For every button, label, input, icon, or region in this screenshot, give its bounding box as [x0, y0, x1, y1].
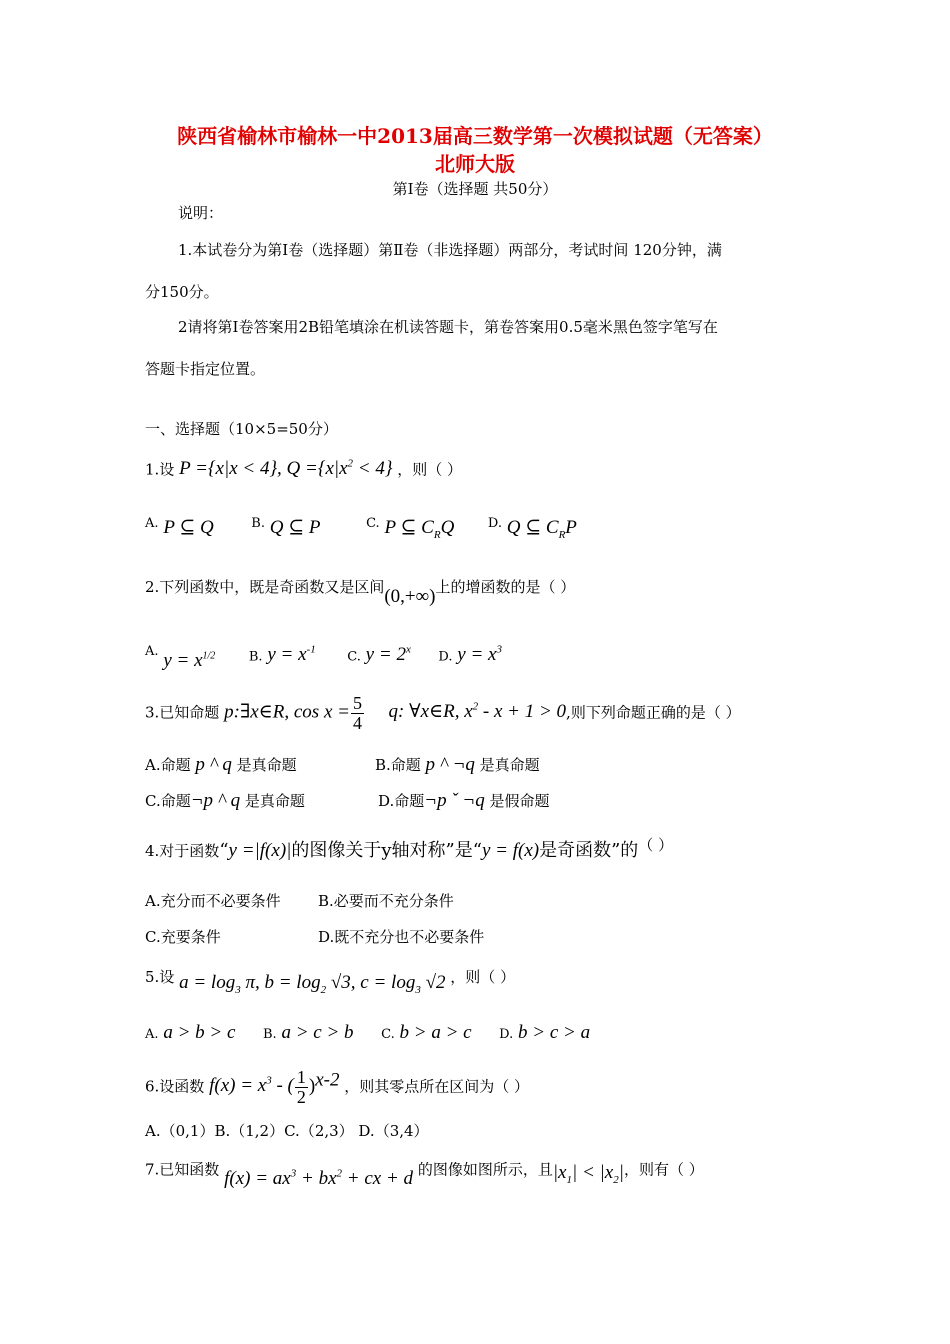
- option-d-label: D.: [438, 649, 453, 665]
- question-6-prefix: 6.设函数: [145, 1077, 205, 1096]
- question-7-prefix: 7.已知函数: [145, 1160, 220, 1179]
- option-c-label: C.命题: [145, 792, 191, 810]
- question-3-option-d: [378, 790, 550, 812]
- option-b-formula: Q ⊆ P: [269, 517, 321, 538]
- question-3-prefix: 3.已知命题: [145, 703, 220, 722]
- note-1-line-2: 分150分。: [145, 283, 219, 301]
- question-3-option-a: [145, 754, 297, 776]
- question-4-statement: “y =|f(x)|的图像关于y轴对称”是“y = f(x)是奇函数”的: [219, 840, 639, 861]
- option-a-formula: p ^ q: [190, 754, 237, 775]
- question-7-function: $f(x) = ax^3 + bx^2$ + cx + d: [224, 1168, 414, 1190]
- option-a-label: A.命题: [145, 756, 191, 774]
- question-3-suffix: ,则下列命题正确的是（ ）: [566, 703, 741, 722]
- question-4-blank: （ ）: [638, 836, 674, 854]
- option-b-label: B.: [251, 516, 265, 531]
- option-c-formula: $y = 2^x$: [365, 644, 411, 666]
- question-6-formula: $f(x) = x^3$ - (: [209, 1075, 294, 1097]
- option-a-tail: 是真命题: [236, 756, 297, 774]
- question-7-condition: $|x_1| < |x_2|$: [552, 1162, 624, 1187]
- question-2-suffix: 上的增函数的是（ ）: [435, 578, 576, 596]
- option-b-label: B.命题: [375, 756, 421, 774]
- option-b-label: B.: [248, 649, 263, 665]
- option-d-formula: ¬p ˇ ¬q: [424, 790, 490, 811]
- option-d-formula: $y = x^3$: [457, 644, 502, 666]
- option-b-label: B.: [262, 1027, 277, 1042]
- notes-heading: 说明：: [178, 204, 224, 222]
- question-4-option-a: A.充分而不必要条件: [145, 892, 281, 910]
- note-1-line-1: 1.本试卷分为第Ⅰ卷（选择题）第Ⅱ卷（非选择题）两部分，考试时间 120分钟，满: [178, 241, 722, 259]
- option-c-formula: ¬p ^ q: [190, 790, 245, 811]
- note-2-line-2: 答题卡指定位置。: [145, 360, 266, 378]
- option-a-label: A.: [145, 1027, 159, 1042]
- question-6-suffix: ，则其零点所在区间为（ ）: [344, 1077, 530, 1096]
- question-6-options: A.（0,1）B.（1,2）C.（2,3） D.（3,4）: [145, 1122, 429, 1140]
- option-c-formula: P ⊆ $C_RQ$: [384, 517, 455, 541]
- option-a-formula: P ⊆ Q: [163, 517, 214, 538]
- question-4-option-b: B.必要而不充分条件: [318, 892, 454, 910]
- option-b-tail: 是真命题: [479, 756, 540, 774]
- document-title-publisher: 北师大版: [435, 152, 515, 176]
- section-heading: 一、选择题（10×5=50分）: [145, 420, 338, 438]
- question-2-options: [145, 644, 502, 672]
- question-7: [145, 1158, 704, 1190]
- option-a-label: A.: [145, 644, 159, 659]
- option-c-label: C.: [381, 1027, 395, 1042]
- question-6: 6.设函数 $f(x) = x^3$ - ( $\frac{1}{2}$ )$^{x-2}$ ，则其零点所在区间为（ ）: [145, 1067, 530, 1107]
- question-1-prefix: 1.设: [145, 460, 175, 479]
- question-7-middle: 的图像如图所示，且: [417, 1160, 553, 1179]
- question-2: [145, 576, 576, 607]
- option-b-formula: $y = x^{-1}$: [267, 644, 316, 666]
- option-a-formula: a > b > c: [163, 1022, 236, 1043]
- option-c-label: C.: [347, 649, 361, 665]
- question-1-suffix: ，则（ ）: [397, 460, 463, 479]
- fraction-1-2: $\frac{1}{2}$: [296, 1067, 306, 1107]
- question-2-interval: (0,+∞): [384, 586, 436, 607]
- option-d-formula: Q ⊆ $C_RP$: [506, 517, 577, 541]
- section-subtitle: 第Ⅰ卷（选择题 共50分）: [392, 180, 558, 198]
- question-5-suffix: ，则（ ）: [450, 968, 516, 986]
- option-a-label: A.: [145, 516, 159, 531]
- question-5: [145, 966, 516, 996]
- document-title: 陕西省榆林市榆林一中2013届高三数学第一次模拟试题（无答案）: [177, 124, 773, 148]
- question-7-suffix: ，则有（ ）: [623, 1160, 704, 1179]
- option-d-label: D.命题: [378, 792, 425, 810]
- question-4-quote2-tail: 是奇函数”的: [539, 840, 639, 861]
- question-1: [145, 458, 462, 480]
- option-d-tail: 是假命题: [489, 792, 550, 810]
- proposition-p: p:∃x∈R, cos x =: [224, 701, 350, 723]
- question-1-options: [145, 516, 577, 541]
- option-d-formula: b > c > a: [518, 1022, 591, 1043]
- question-3: [145, 694, 741, 733]
- option-c-formula: b > a > c: [399, 1022, 472, 1043]
- question-3-option-c: [145, 790, 305, 812]
- question-5-formula: $a = \log_3 \pi$, $b = \log_2 √3$, $c = \log_3 √2$: [179, 972, 446, 996]
- question-4: [145, 836, 673, 862]
- question-5-prefix: 5.设: [145, 968, 175, 986]
- question-4-prefix: 4.对于函数: [145, 842, 220, 860]
- proposition-q: q: ∀x∈R, $x^2 - x + 1 > 0$: [388, 701, 567, 723]
- option-b-formula: a > c > b: [281, 1022, 354, 1043]
- question-1-formula: P ={x|x < 4}, $Q =\{x|x^2 < 4\}$: [179, 458, 393, 480]
- option-d-label: D.: [487, 516, 502, 531]
- option-b-formula: p ^ ¬q: [420, 754, 480, 775]
- question-4-option-c: C.充要条件: [145, 928, 221, 946]
- question-2-prefix: 2.下列函数中，既是奇函数又是区间: [145, 578, 385, 596]
- option-d-label: D.: [499, 1027, 514, 1042]
- question-4-option-d: D.既不充分也不必要条件: [318, 928, 485, 946]
- option-a-formula: $y = x^{1/2}$: [163, 650, 216, 672]
- question-5-options: [145, 1022, 590, 1044]
- option-c-tail: 是真命题: [244, 792, 305, 810]
- question-3-option-b: [375, 754, 540, 776]
- option-c-label: C.: [366, 516, 380, 531]
- fraction-5-4: $\frac{5}{4}$: [352, 693, 362, 733]
- note-2-line-1: 2请将第Ⅰ卷答案用2B铅笔填涂在机读答题卡，第卷答案用0.5毫米黑色签字笔写在: [178, 318, 718, 336]
- question-4-quote1-tail: 的图像关于y轴对称”是“: [291, 840, 482, 861]
